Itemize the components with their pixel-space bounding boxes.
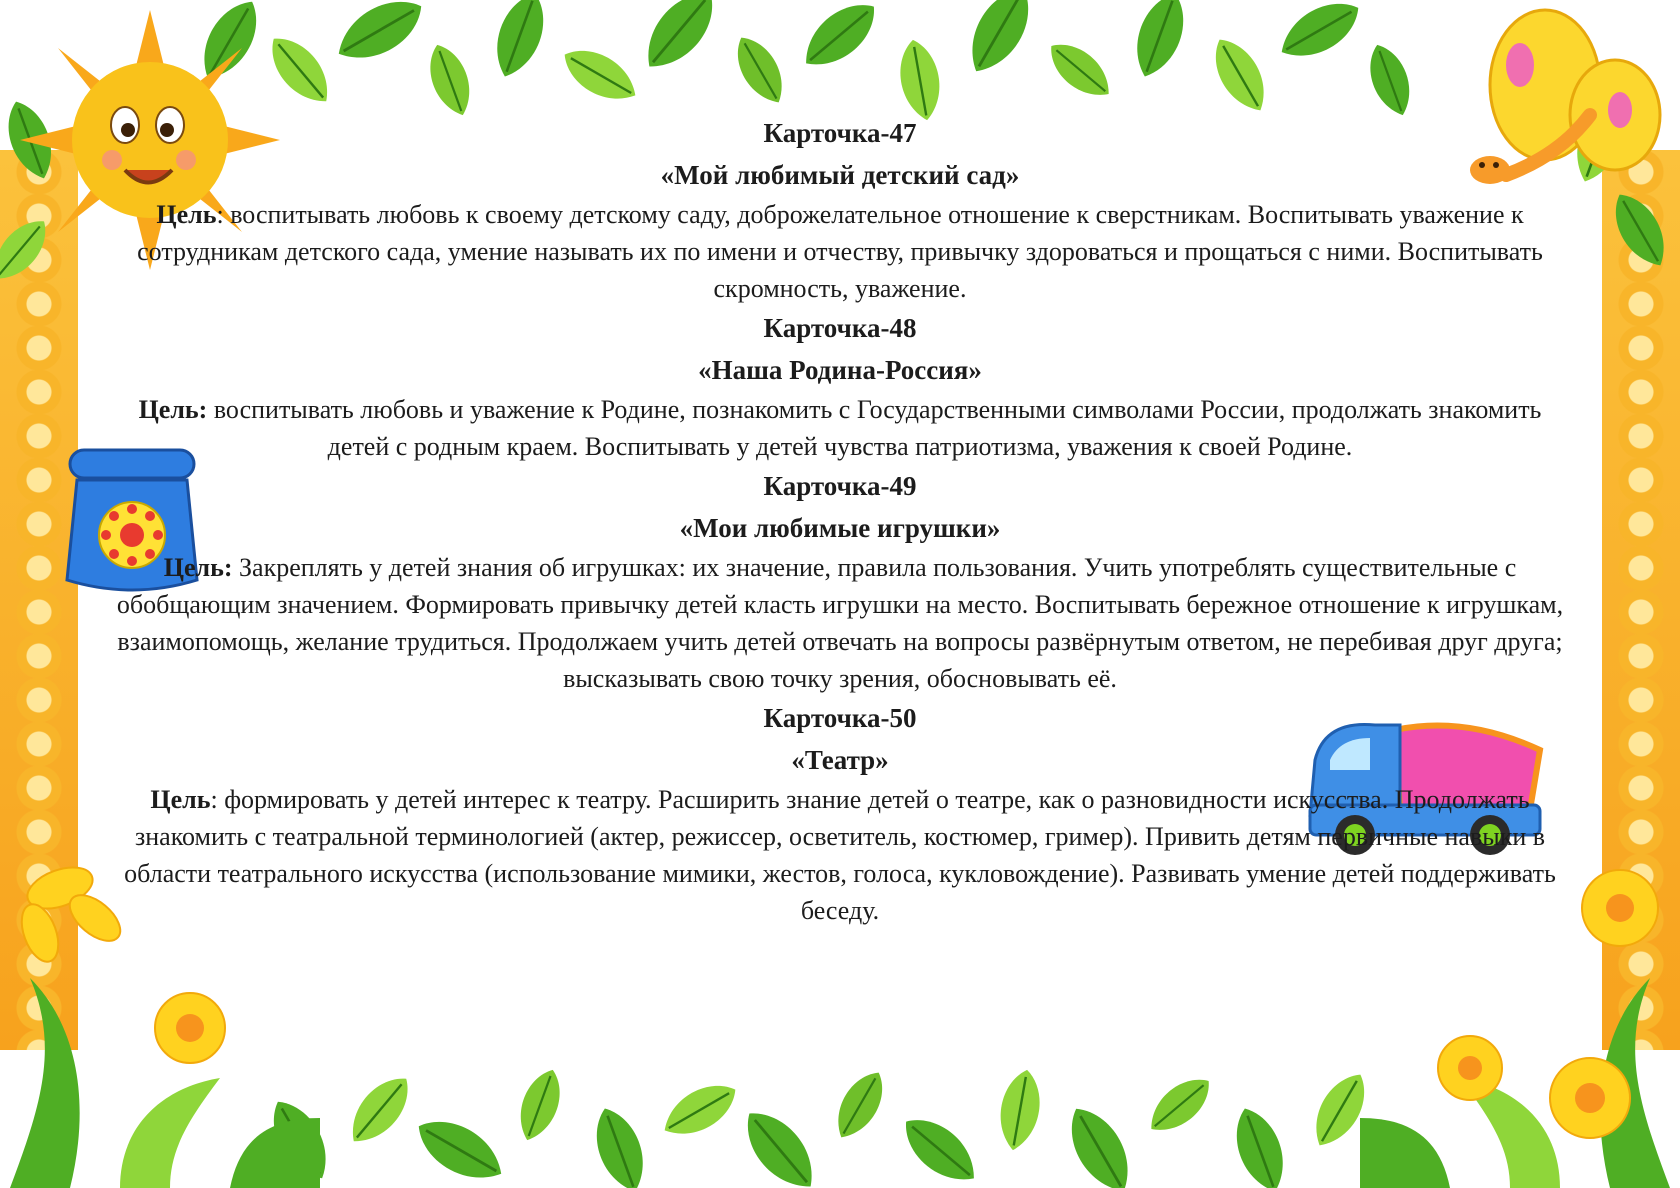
goal-text: воспитывать любовь к своему детскому саду, доброжелательное отношение к сверстникам. Воспитывать уважение к сотрудникам детского сада, умение называть их по имени и отчеству, привычку здороваться и прощаться с ними. Воспитывать скромность, уважение. bbox=[137, 200, 1543, 303]
cards-text bbox=[110, 112, 1570, 929]
card-title: «Театр» bbox=[791, 745, 889, 775]
card-number: Карточка-47 bbox=[763, 118, 917, 148]
card-50 bbox=[110, 697, 1570, 929]
card-48 bbox=[110, 307, 1570, 465]
goal-separator: : bbox=[210, 785, 218, 814]
card-47 bbox=[110, 112, 1570, 307]
card-title: «Мои любимые игрушки» bbox=[679, 513, 1001, 543]
goal-text: формировать у детей интерес к театру. Расширить знание детей о театре, как о разновидности искусства. Продолжать знакомить с театральной терминологией (актер, режиссер, осветитель, костюмер, гример). Привить детям первичные навыки в области театрального искусства (использование мимики, жестов, голоса, кукловождение). Развивать умение детей поддерживать беседу. bbox=[124, 785, 1556, 925]
goal-label: Цель bbox=[156, 200, 217, 229]
goal-text: воспитывать любовь и уважение к Родине, познакомить с Государственными символами России, продолжать знакомить детей с родным краем. Воспитывать у детей чувства патриотизма, уважения к своей Родине. bbox=[207, 395, 1542, 461]
card-title: «Мой любимый детский сад» bbox=[660, 160, 1020, 190]
card-number: Карточка-49 bbox=[763, 471, 917, 501]
card-goal bbox=[110, 196, 1570, 307]
goal-text: Закреплять у детей знания об игрушках: их значение, правила пользования. Учить употреблять существительные с обобщающим значением. Формировать привычку детей класть игрушки на место. Воспитывать бережное отношение к игрушкам, взаимопомощь, желание трудиться. Продолжаем учить детей отвечать на вопросы развёрнутым ответом, не перебивая друг друга; высказывать свою точку зрения, обосновывать её. bbox=[116, 553, 1564, 693]
goal-separator: : bbox=[216, 200, 224, 229]
card-49 bbox=[110, 465, 1570, 697]
goal-label: Цель: bbox=[163, 553, 233, 582]
card-goal bbox=[110, 781, 1570, 929]
card-title: «Наша Родина-Россия» bbox=[698, 355, 982, 385]
card-goal bbox=[110, 391, 1570, 465]
goal-label: Цель: bbox=[138, 395, 208, 424]
card-number: Карточка-48 bbox=[763, 313, 917, 343]
card-number: Карточка-50 bbox=[763, 703, 917, 733]
card-goal bbox=[110, 549, 1570, 697]
goal-label: Цель bbox=[150, 785, 211, 814]
